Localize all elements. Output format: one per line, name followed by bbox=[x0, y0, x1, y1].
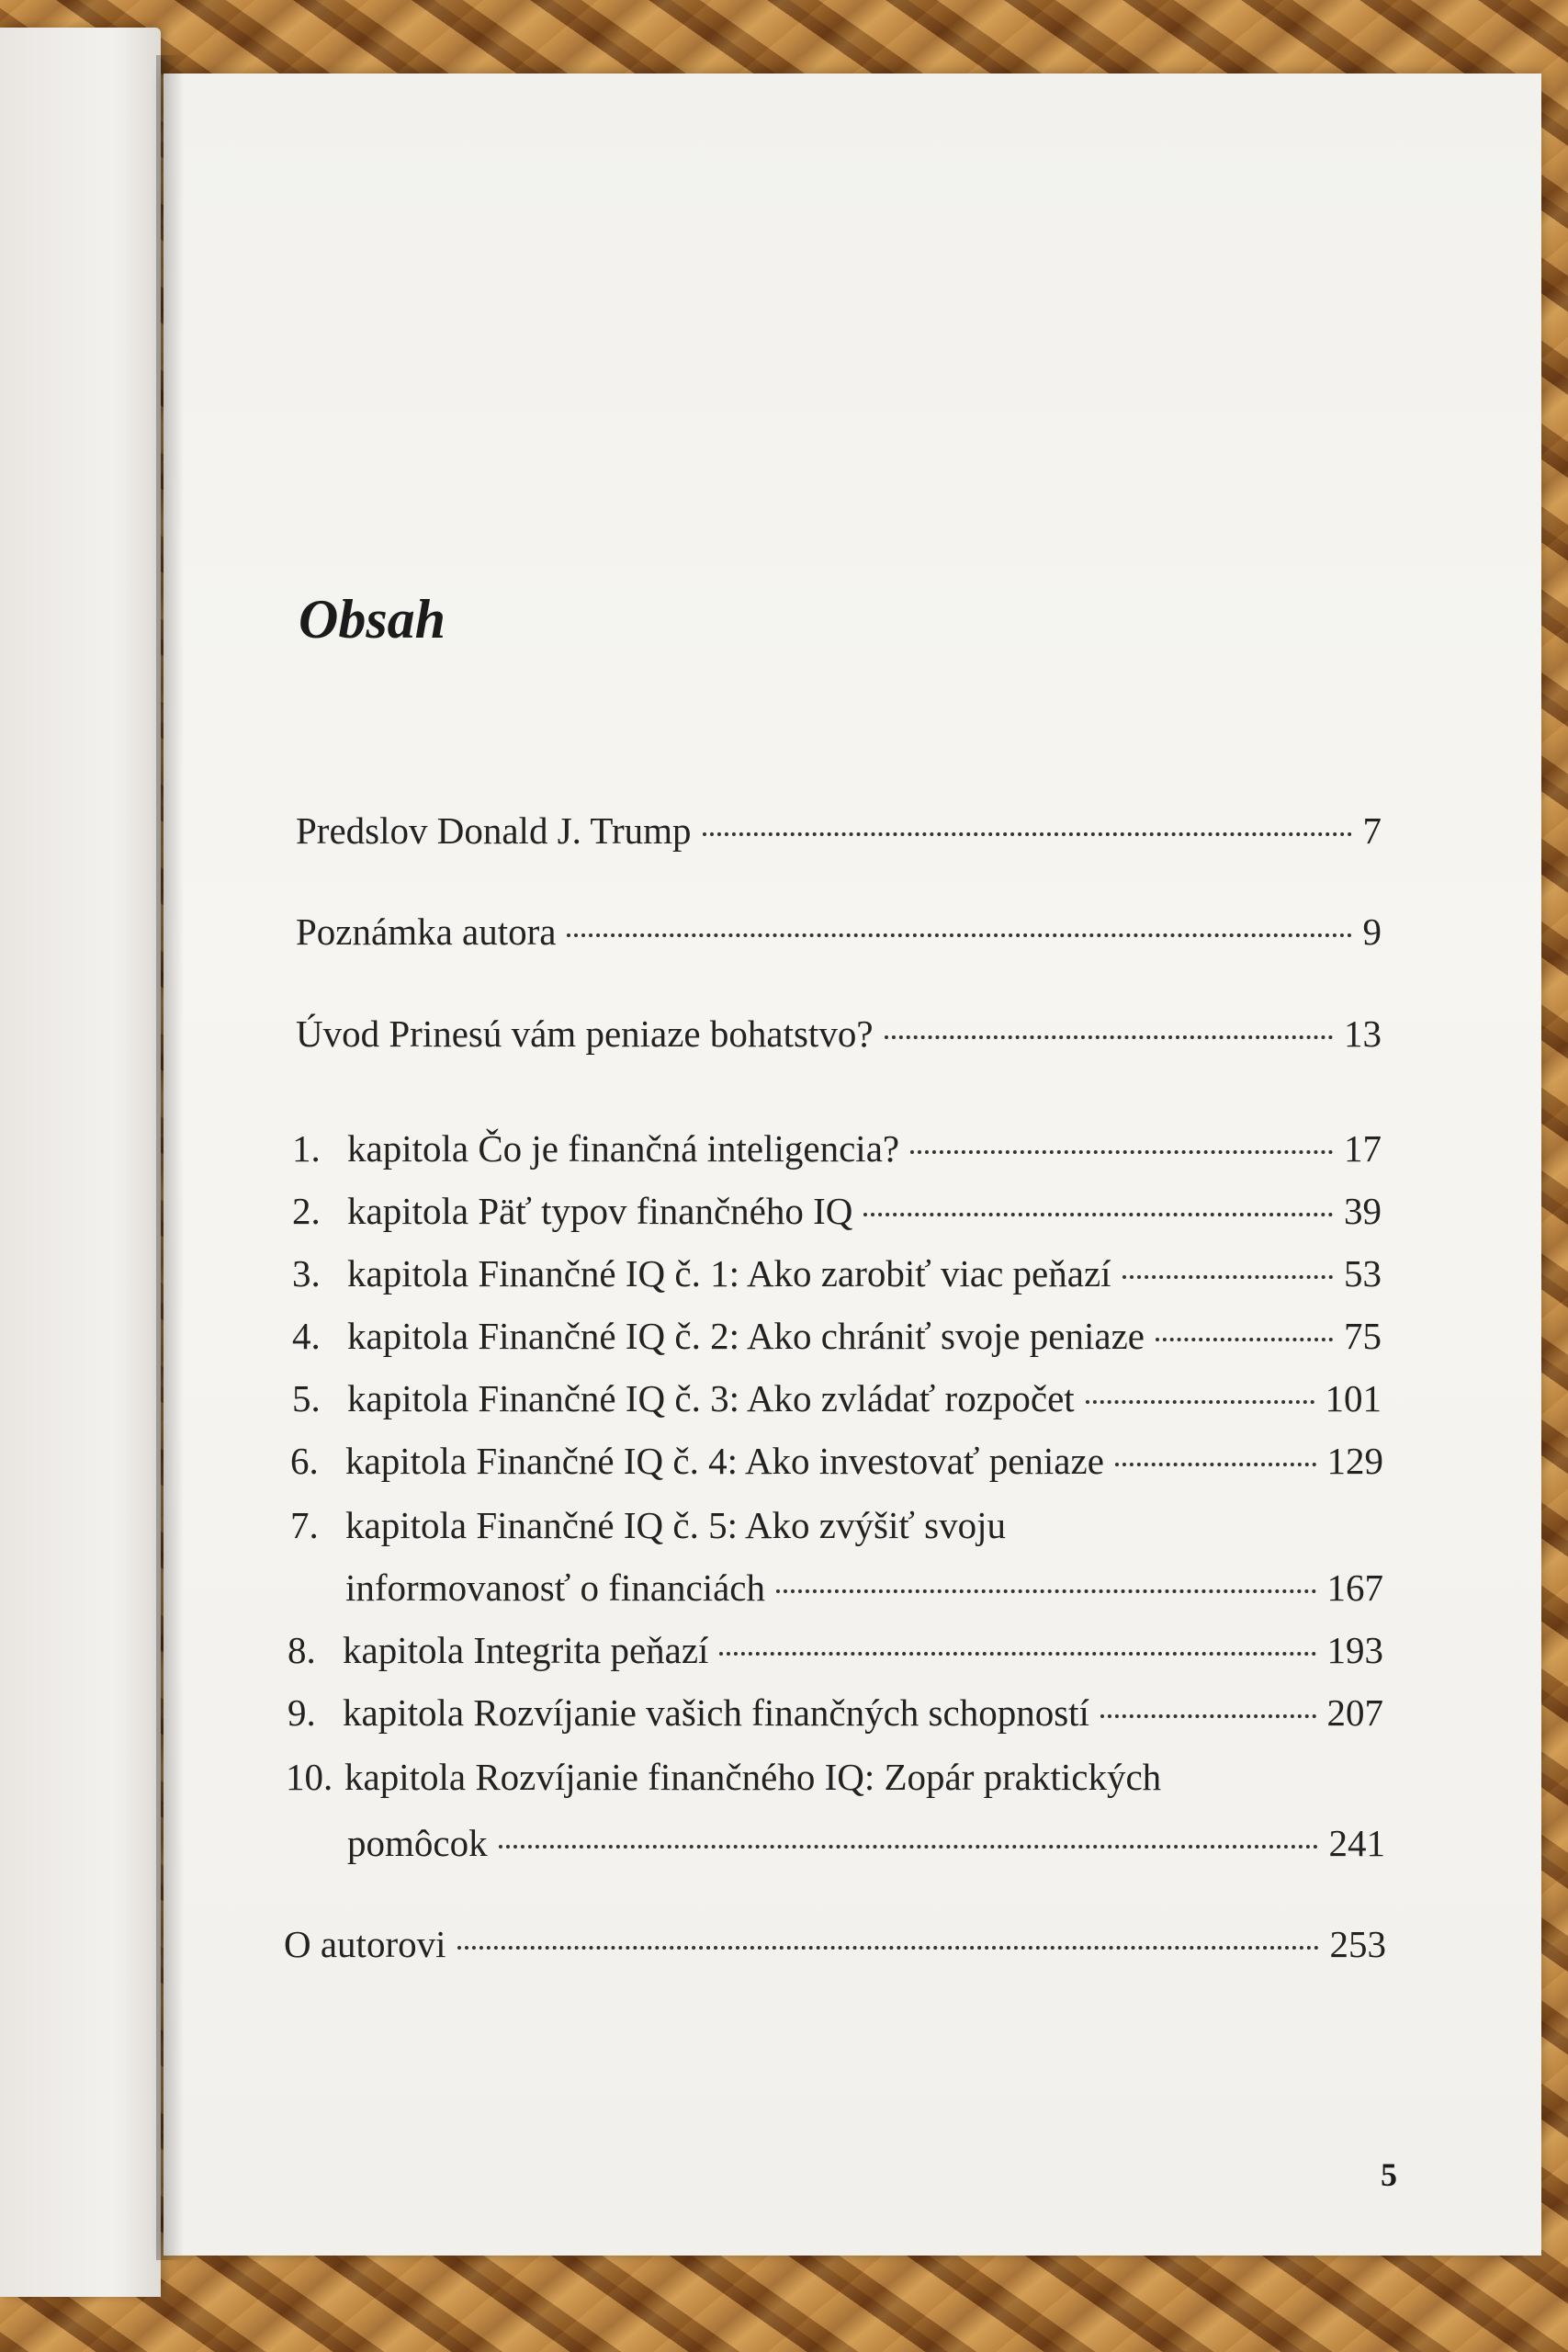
toc-entry-text: Poznámka autora bbox=[296, 910, 557, 953]
left-page bbox=[0, 28, 161, 2297]
toc-page-number: 207 bbox=[1326, 1691, 1383, 1734]
toc-chapter-number: 8. bbox=[288, 1629, 316, 1671]
toc-entry-text: informovanosť o financiách bbox=[345, 1566, 765, 1609]
toc-entry-predslov bbox=[296, 808, 1382, 853]
toc-entry-text: kapitola Finančné IQ č. 1: Ako zarobiť viac peňazí bbox=[347, 1252, 1111, 1295]
toc-entry-chapter-10 bbox=[286, 1755, 1161, 1799]
toc-entry-text: Predslov Donald J. Trump bbox=[296, 809, 692, 852]
toc-chapter-number: 1. bbox=[292, 1127, 321, 1170]
toc-entry-poznamka bbox=[296, 910, 1382, 954]
toc-entry-chapter-7 bbox=[290, 1503, 1006, 1547]
toc-page-number: 101 bbox=[1325, 1377, 1382, 1419]
toc-entry-text: kapitola Finančné IQ č. 5: Ako zvýšiť svoju bbox=[345, 1504, 1006, 1546]
toc-dot-leader bbox=[1156, 1338, 1333, 1341]
toc-entry-text: kapitola Čo je finančná inteligencia? bbox=[347, 1127, 900, 1170]
toc-entry-text: pomôcok bbox=[347, 1822, 488, 1864]
toc-chapter-number: 6. bbox=[290, 1440, 319, 1482]
toc-chapter-number: 5. bbox=[292, 1377, 321, 1419]
toc-entry-text: kapitola Integrita peňazí bbox=[343, 1629, 709, 1671]
toc-chapter-number: 3. bbox=[292, 1252, 321, 1295]
toc-entry-text: kapitola Rozvíjanie finančného IQ: Zopár praktických bbox=[344, 1756, 1162, 1798]
toc-page-number: 39 bbox=[1344, 1190, 1382, 1232]
toc-page-number: 241 bbox=[1328, 1822, 1385, 1864]
toc-entry-chapter-3 bbox=[292, 1251, 1382, 1295]
toc-chapter-number: 4. bbox=[292, 1315, 321, 1357]
toc-chapter-number: 9. bbox=[288, 1691, 316, 1734]
toc-dot-leader bbox=[910, 1150, 1333, 1154]
toc-entry-chapter-1 bbox=[292, 1126, 1382, 1170]
toc-entry-chapter-7-continuation bbox=[345, 1566, 1383, 1610]
toc-entry-uvod bbox=[296, 1012, 1382, 1056]
toc-dot-leader bbox=[719, 1652, 1315, 1656]
toc-dot-leader bbox=[703, 832, 1352, 836]
page-number: 5 bbox=[1381, 2156, 1397, 2193]
toc-entry-text: kapitola Rozvíjanie vašich finančných schopností bbox=[343, 1691, 1089, 1734]
toc-entry-chapter-8 bbox=[288, 1628, 1383, 1672]
toc-chapter-number: 10. bbox=[286, 1756, 333, 1798]
toc-page-number: 75 bbox=[1344, 1315, 1382, 1357]
toc-page-number: 17 bbox=[1344, 1127, 1382, 1170]
toc-page-number: 129 bbox=[1326, 1440, 1383, 1482]
toc-page-number: 193 bbox=[1326, 1629, 1383, 1671]
toc-dot-leader bbox=[1115, 1463, 1316, 1466]
toc-entry-text: O autorovi bbox=[284, 1923, 446, 1965]
toc-dot-leader bbox=[1122, 1275, 1333, 1279]
toc-page-number: 13 bbox=[1344, 1012, 1382, 1055]
toc-entry-text: kapitola Finančné IQ č. 4: Ako investovať peniaze bbox=[345, 1440, 1104, 1482]
toc-page-number: 167 bbox=[1326, 1566, 1383, 1609]
toc-chapter-number: 2. bbox=[292, 1190, 321, 1232]
toc-dot-leader bbox=[776, 1589, 1316, 1593]
toc-chapter-number: 7. bbox=[290, 1504, 319, 1546]
toc-page-number: 53 bbox=[1344, 1252, 1382, 1295]
toc-entry-chapter-6 bbox=[290, 1439, 1383, 1483]
toc-dot-leader bbox=[1086, 1400, 1314, 1404]
toc-entry-text: kapitola Finančné IQ č. 3: Ako zvládať rozpočet bbox=[347, 1377, 1075, 1419]
toc-entry-text: kapitola Finančné IQ č. 2: Ako chrániť svoje peniaze bbox=[347, 1315, 1145, 1357]
toc-dot-leader bbox=[885, 1035, 1333, 1039]
page-title: Obsah bbox=[299, 589, 446, 650]
toc-entry-chapter-9 bbox=[288, 1690, 1383, 1735]
toc-page-number: 7 bbox=[1362, 809, 1382, 852]
toc-page-number: 9 bbox=[1362, 910, 1382, 953]
toc-page-number: 253 bbox=[1329, 1923, 1386, 1965]
toc-entry-text: kapitola Päť typov finančného IQ bbox=[347, 1190, 853, 1232]
toc-entry-text: Úvod Prinesú vám peniaze bohatstvo? bbox=[296, 1012, 874, 1055]
toc-entry-o-autorovi bbox=[284, 1922, 1386, 1966]
book-spine-shadow bbox=[156, 55, 184, 2260]
toc-dot-leader bbox=[499, 1845, 1318, 1849]
toc-entry-chapter-5 bbox=[292, 1376, 1382, 1420]
toc-dot-leader bbox=[1100, 1714, 1316, 1718]
toc-entry-chapter-4 bbox=[292, 1314, 1382, 1358]
toc-dot-leader bbox=[567, 933, 1351, 937]
toc-dot-leader bbox=[457, 1946, 1319, 1950]
toc-entry-chapter-2 bbox=[292, 1189, 1382, 1233]
toc-dot-leader bbox=[863, 1213, 1333, 1216]
toc-entry-chapter-10-continuation bbox=[347, 1821, 1385, 1865]
